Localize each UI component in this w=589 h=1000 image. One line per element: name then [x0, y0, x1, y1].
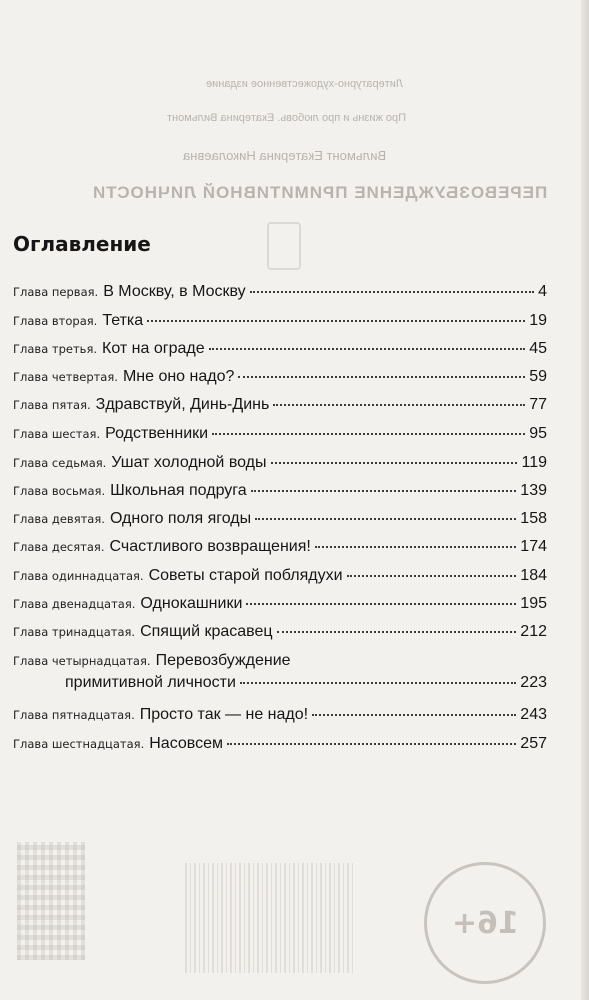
chapter-title: В Москву, в Москву [103, 283, 246, 300]
barcode-ghost [185, 863, 355, 973]
toc-entry[interactable] [13, 283, 547, 309]
page-number: 184 [520, 567, 547, 584]
toc-entry[interactable] [13, 623, 547, 649]
chapter-title: Здравствуй, Динь-Динь [95, 396, 270, 413]
dot-leader [147, 319, 525, 322]
dot-leader [271, 461, 518, 464]
chapter-number: Глава шестая. [13, 427, 101, 441]
dot-leader [255, 517, 516, 520]
page-number: 139 [520, 482, 547, 499]
chapter-number: Глава первая. [13, 285, 99, 299]
chapter-title: Одного поля ягоды [109, 510, 252, 527]
chapter-title: Кот на ограде [102, 340, 205, 357]
chapter-number: Глава вторая. [13, 314, 98, 328]
page-number: 158 [520, 510, 547, 527]
chapter-title: Советы старой поблядухи [148, 567, 343, 584]
chapter-title: Насовсем [149, 735, 223, 752]
dot-leader [315, 545, 516, 548]
toc-heading: Оглавление [13, 232, 151, 256]
dot-leader [209, 347, 526, 350]
dot-leader [273, 403, 525, 406]
toc-entry[interactable] [13, 482, 547, 508]
dot-leader [250, 290, 534, 293]
chapter-number: Глава пятнадцатая. [13, 708, 135, 722]
chapter-title: Ушат холодной воды [111, 454, 267, 471]
page-number: 243 [520, 706, 547, 723]
page-number: 195 [520, 595, 547, 612]
chapter-number: Глава девятая. [13, 512, 105, 526]
chapter-title: Мне оно надо? [122, 368, 235, 385]
toc-entry[interactable] [13, 425, 547, 451]
toc-entry[interactable] [13, 340, 547, 366]
toc-entry[interactable] [13, 312, 547, 338]
toc-entry[interactable] [13, 567, 547, 593]
chapter-number: Глава четырнадцатая. [13, 654, 151, 668]
chapter-title: Счастливого возвращения! [109, 538, 311, 555]
dot-leader [347, 574, 517, 577]
chapter-number: Глава третья. [13, 342, 98, 356]
page-number: 45 [529, 340, 547, 357]
toc-entry[interactable] [13, 510, 547, 536]
toc-entry[interactable] [13, 652, 547, 702]
page-number: 59 [529, 368, 547, 385]
toc-entry[interactable] [13, 706, 547, 732]
toc-entry[interactable] [13, 454, 547, 480]
page-number: 4 [538, 283, 547, 300]
page-number: 257 [520, 735, 547, 752]
chapter-number: Глава четвертая. [13, 370, 118, 384]
dot-leader [212, 432, 525, 435]
toc-entry[interactable] [13, 595, 547, 621]
page-number: 223 [520, 674, 547, 691]
chapter-number: Глава десятая. [13, 540, 105, 554]
page-number: 119 [521, 454, 547, 471]
age-rating-text: 16+ [451, 905, 519, 941]
dot-leader [240, 681, 516, 684]
toc-entry[interactable] [13, 368, 547, 394]
chapter-title: Школьная подруга [110, 482, 247, 499]
publisher-logo-ghost [267, 222, 301, 270]
chapter-number: Глава двенадцатая. [13, 597, 136, 611]
dot-leader [246, 602, 516, 605]
dot-leader [277, 630, 517, 633]
chapter-number: Глава пятая. [13, 398, 91, 412]
page-number: 174 [520, 538, 547, 555]
ghost-text-2: Про жизнь и про любовь. Екатерина Вильмонт [167, 112, 407, 124]
dot-leader [238, 375, 525, 378]
ghost-text-3: Вильмонт Екатерина Николаевна [183, 148, 387, 163]
chapter-title: Спящий красавец [140, 623, 273, 640]
toc-entry[interactable] [13, 538, 547, 564]
age-rating-stamp [424, 862, 546, 984]
page-number: 77 [529, 396, 547, 413]
chapter-number: Глава восьмая. [13, 484, 106, 498]
page-number: 19 [529, 312, 547, 329]
page-number: 95 [529, 425, 547, 442]
chapter-number: Глава одиннадцатая. [13, 569, 144, 583]
chapter-number: Глава шестнадцатая. [13, 737, 145, 751]
dot-leader [227, 742, 516, 745]
toc-entry[interactable] [13, 735, 547, 761]
qr-code-ghost [17, 842, 85, 960]
chapter-number: Глава тринадцатая. [13, 625, 136, 639]
page-number: 212 [520, 623, 547, 640]
chapter-title: Перевозбуждение [155, 652, 291, 669]
chapter-title: Однокашники [140, 595, 243, 612]
ghost-text-4: ПЕРЕВОЗБУЖДЕНИЕ ПРИМИТИВНОЙ ЛИЧНОСТИ [92, 183, 548, 202]
dot-leader [251, 489, 517, 492]
chapter-number: Глава седьмая. [13, 456, 107, 470]
chapter-title-continued: примитивной личности [65, 674, 236, 691]
page-edge [581, 0, 589, 1000]
ghost-text-1: Литературно-художественное издание [206, 78, 404, 90]
chapter-title: Тетка [102, 312, 144, 329]
chapter-title: Родственники [105, 425, 209, 442]
dot-leader [312, 713, 516, 716]
toc-entry[interactable] [13, 396, 547, 422]
chapter-title: Просто так — не надо! [139, 706, 309, 723]
